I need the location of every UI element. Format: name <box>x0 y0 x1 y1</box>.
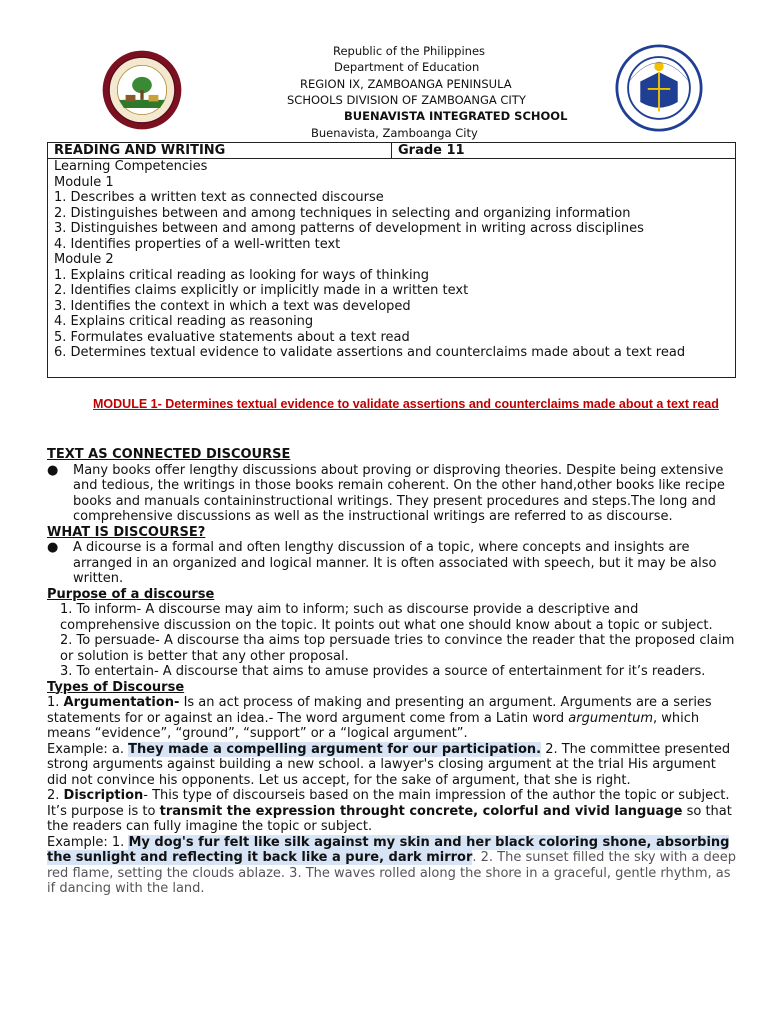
purpose-item: 3. To entertain- A discourse that aims to amuse provides a source of entertainment for it’s readers. <box>60 664 706 679</box>
section-heading-connected-discourse: TEXT AS CONNECTED DISCOURSE <box>47 447 291 462</box>
competencies-list <box>48 159 735 361</box>
competency-line: 4. Explains critical reading as reasoning <box>54 314 314 329</box>
section-heading-types: Types of Discourse <box>47 679 185 695</box>
purpose-item: 2. To persuade- A discourse tha aims top persuade tries to convince the reader that the proposed claim or solution is better that any other proposal. <box>60 633 735 664</box>
competency-line: 3. Distinguishes between and among patterns of development in writing across disciplines <box>54 221 644 236</box>
header-region: REGION IX, ZAMBOANGA PENINSULA <box>300 77 512 91</box>
competency-line: 1. Describes a written text as connected discourse <box>54 190 384 205</box>
competency-line: 2. Identifies claims explicitly or implicitly made in a written text <box>54 283 469 298</box>
description-paragraph: 2. Discription- This type of discourseis based on the main impression of the author the topic or subject. It’s purpose is to transmit the expression throught concrete, colorful and vivid language so that the readers can fully imagine the topic or subject. <box>47 788 732 834</box>
grade-cell: Grade 11 <box>398 143 465 158</box>
header-division: SCHOOLS DIVISION OF ZAMBOANGA CITY <box>287 93 526 107</box>
table-header-row <box>48 143 735 159</box>
bullet-icon: ● <box>47 462 59 478</box>
purpose-item: 1. To inform- A discourse may aim to inform; such as discourse provide a descriptive and comprehensive discussion on the topic. It points out what one should know about a topic or subject. <box>60 602 713 633</box>
description-example: Example: 1. My dog's fur felt like silk against my skin and her black coloring shone, absorbing the sunlight and reflecting it back like a pure, dark mirror. 2. The sunset filled the sky with a deep red flame, setting the clouds ablaze. 3. The waves rolled along the shore in a graceful, gentle rhythm, as if dancing with the land. <box>47 834 736 896</box>
competency-line: 4. Identifies properties of a well-written text <box>54 236 341 252</box>
argumentation-paragraph: 1. Argumentation- Is an act process of making and presenting an argument. Arguments are a series statements for or against an idea.- The word argument come from a Latin word argumentum, which means “evidence”, “ground”, “support” or a “logical argument”. <box>47 695 712 741</box>
list-item: ● Many books offer lengthy discussions about proving or disproving theories. Despite being extensive and tedious, the writings in those books remain coherent. On the other hand,other books like recipe books and manuals containinstructional writings. They present procedures and steps.The long and comprehensive discussions as well as the instructional writings are referred to as discourse. <box>47 462 725 524</box>
competency-line: Learning Competencies <box>54 159 208 174</box>
header-address: Buenavista, Zamboanga City <box>311 126 478 140</box>
highlighted-text: My dog's fur felt like silk against my skin and her black coloring shone, absorbing the sunlight and reflecting it back like a pure, dark mirror <box>47 834 730 865</box>
competency-line: 5. Formulates evaluative statements about a text read <box>54 329 410 345</box>
argumentation-example: Example: a. They made a compelling argument for our participation. 2. The committee presented strong arguments against building a new school. a lawyer's closing argument at the trial His argument did not convince his opponents. Let us accept, for the sake of argument, that she is right. <box>47 741 731 788</box>
school-seal-logo <box>101 49 183 131</box>
competency-line: 2. Distinguishes between and among techniques in selecting and organizing information <box>54 205 631 221</box>
highlighted-text: They made a compelling argument for our participation. <box>128 741 542 757</box>
competencies-table <box>47 142 736 378</box>
competency-line: 6. Determines textual evidence to validate assertions and counterclaims made about a text read <box>54 345 686 360</box>
section-heading-purpose: Purpose of a discourse <box>47 586 215 602</box>
subject-cell: READING AND WRITING <box>48 143 392 158</box>
deped-seal-logo <box>612 44 706 132</box>
header-department: Department of Education <box>334 60 480 74</box>
competency-line: Module 2 <box>54 252 114 267</box>
document-header <box>0 0 768 142</box>
header-republic: Republic of the Philippines <box>333 44 486 58</box>
competency-line: Module 1 <box>54 174 114 190</box>
module-title: MODULE 1- Determines textual evidence to validate assertions and counterclaims made about a text read <box>93 397 719 411</box>
main-content <box>47 447 737 897</box>
header-school-name: BUENAVISTA INTEGRATED SCHOOL <box>344 109 568 123</box>
section-heading-what-is-discourse: WHAT IS DISCOURSE? <box>47 524 206 540</box>
list-item: ● A dicourse is a formal and often lengthy discussion of a topic, where concepts and insights are arranged in an organized and logical manner. It is often associated with speech, but it may be also written. <box>47 540 717 586</box>
competency-line: 3. Identifies the context in which a text was developed <box>54 298 411 314</box>
competency-line: 1. Explains critical reading as looking for ways of thinking <box>54 267 430 283</box>
term-argumentation: Argumentation- <box>63 695 180 710</box>
term-description: Discription <box>63 788 144 803</box>
bullet-icon: ● <box>47 540 59 555</box>
